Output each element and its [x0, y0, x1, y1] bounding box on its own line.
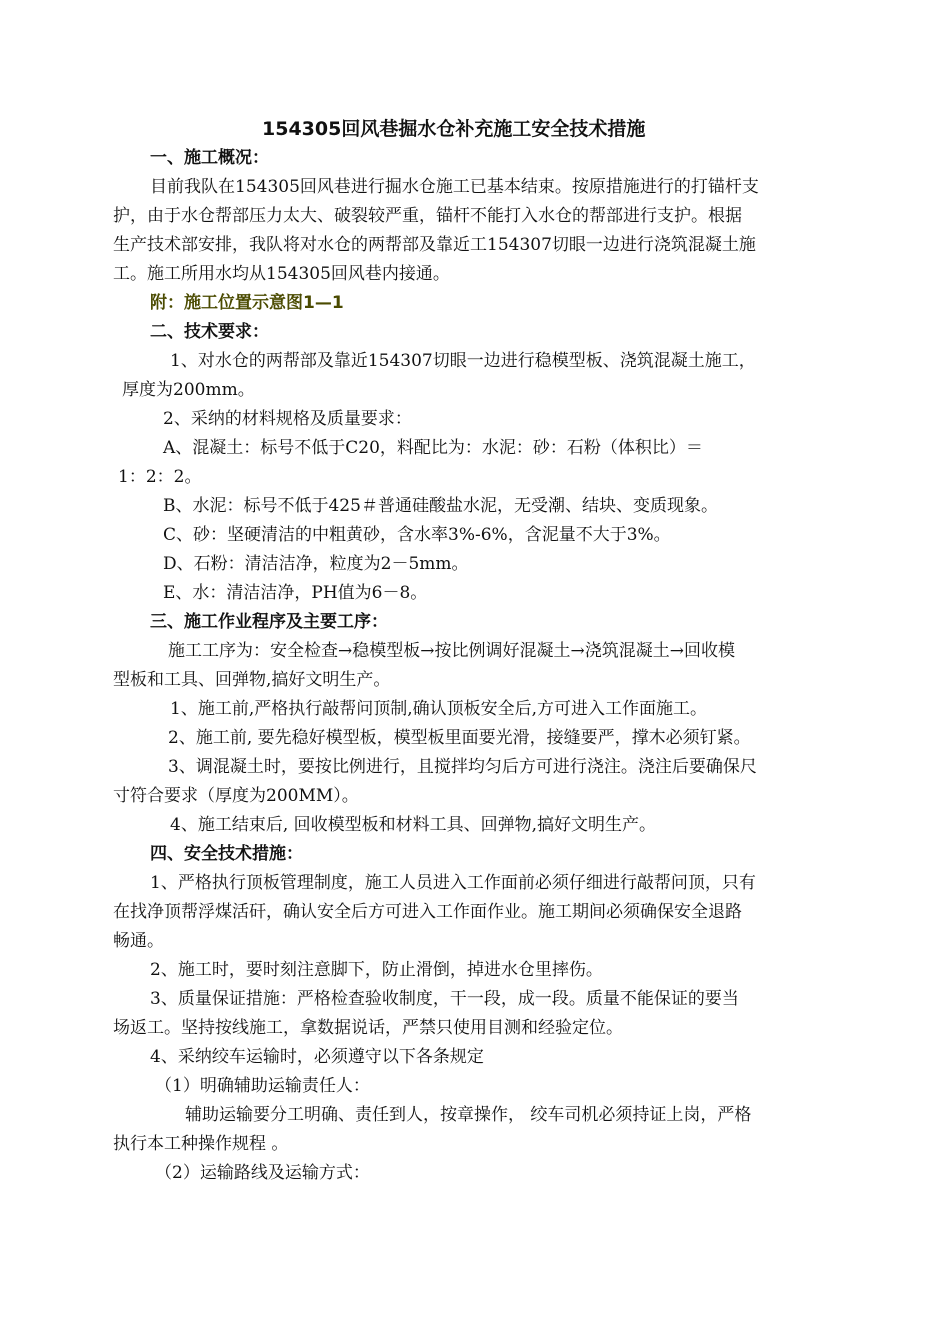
paragraph-line: 1、施工前,严格执行敲帮问顶制,确认顶板安全后,方可进入工作面施工。 — [170, 699, 708, 719]
paragraph-line: 畅通。 — [113, 931, 164, 951]
paragraph-line: 执行本工种操作规程 。 — [113, 1134, 289, 1154]
paragraph-line: 4、采纳绞车运输时，必须遵守以下各条规定 — [150, 1047, 484, 1067]
paragraph-line: A、混凝土：标号不低于C20，料配比为：水泥：砂：石粉（体积比）＝ — [163, 438, 703, 458]
paragraph-line: D、石粉：清洁洁净，粒度为2－5mm。 — [163, 554, 469, 574]
section-heading-procedure: 三、施工作业程序及主要工序： — [150, 612, 388, 632]
paragraph-line: 3、质量保证措施：严格检查验收制度，干一段，成一段。质量不能保证的要当 — [150, 989, 739, 1009]
paragraph-line: 生产技术部安排，我队将对水仓的两帮部及靠近工154307切眼一边进行浇筑混凝土施 — [113, 235, 756, 255]
paragraph-line: 厚度为200mm。 — [122, 380, 255, 400]
paragraph-line: （1）明确辅助运输责任人： — [155, 1076, 370, 1096]
paragraph-line: 场返工。坚持按线施工，拿数据说话，严禁只使用目测和经验定位。 — [113, 1018, 623, 1038]
paragraph-line: 1、对水仓的两帮部及靠近154307切眼一边进行稳模型板、浇筑混凝土施工， — [170, 351, 756, 371]
paragraph-line: （2）运输路线及运输方式： — [155, 1163, 370, 1183]
section-heading-technical: 二、技术要求： — [150, 322, 269, 342]
paragraph-line: 1、严格执行顶板管理制度，施工人员进入工作面前必须仔细进行敲帮问顶，只有 — [150, 873, 756, 893]
document-title: 154305回风巷掘水仓补充施工安全技术措施 — [262, 118, 646, 140]
paragraph-line: E、水：清洁洁净，PH值为6－8。 — [163, 583, 428, 603]
paragraph-line: 2、采纳的材料规格及质量要求： — [163, 409, 412, 429]
paragraph-line: 工。施工所用水均从154305回风巷内接通。 — [113, 264, 450, 284]
paragraph-line: 施工工序为：安全检查→稳模型板→按比例调好混凝土→浇筑混凝土→回收模 — [168, 641, 735, 661]
paragraph-line: 在找净顶帮浮煤活矸，确认安全后方可进入工作面作业。施工期间必须确保安全退路 — [113, 902, 742, 922]
paragraph-line: 1：2：2。 — [118, 467, 202, 487]
section-heading-overview: 一、施工概况： — [150, 148, 269, 168]
paragraph-line: 型板和工具、回弹物,搞好文明生产。 — [113, 670, 391, 690]
paragraph-line: 3、调混凝土时，要按比例进行，且搅拌均匀后方可进行浇注。浇注后要确保尺 — [168, 757, 757, 777]
paragraph-line: 护，由于水仓帮部压力太大、破裂较严重，锚杆不能打入水仓的帮部进行支护。根据 — [113, 206, 742, 226]
paragraph-line: 4、施工结束后, 回收模型板和材料工具、回弹物,搞好文明生产。 — [170, 815, 657, 835]
paragraph-line: C、砂：坚硬清洁的中粗黄砂，含水率3%-6%，含泥量不大于3%。 — [163, 525, 671, 545]
paragraph-line: 2、施工时，要时刻注意脚下，防止滑倒，掉进水仓里摔伤。 — [150, 960, 603, 980]
paragraph-line: 目前我队在154305回风巷进行掘水仓施工已基本结束。按原措施进行的打锚杆支 — [150, 177, 759, 197]
attachment-note: 附：施工位置示意图1—1 — [150, 293, 344, 313]
paragraph-line: 辅助运输要分工明确、责任到人，按章操作， 绞车司机必须持证上岗，严格 — [185, 1105, 752, 1125]
paragraph-line: 2、施工前, 要先稳好模型板，模型板里面要光滑，接缝要严，撑木必须钉紧。 — [168, 728, 751, 748]
paragraph-line: 寸符合要求（厚度为200MM）。 — [113, 786, 359, 806]
paragraph-line: B、水泥：标号不低于425＃普通硅酸盐水泥，无受潮、结块、变质现象。 — [163, 496, 718, 516]
section-heading-safety: 四、安全技术措施： — [150, 844, 303, 864]
